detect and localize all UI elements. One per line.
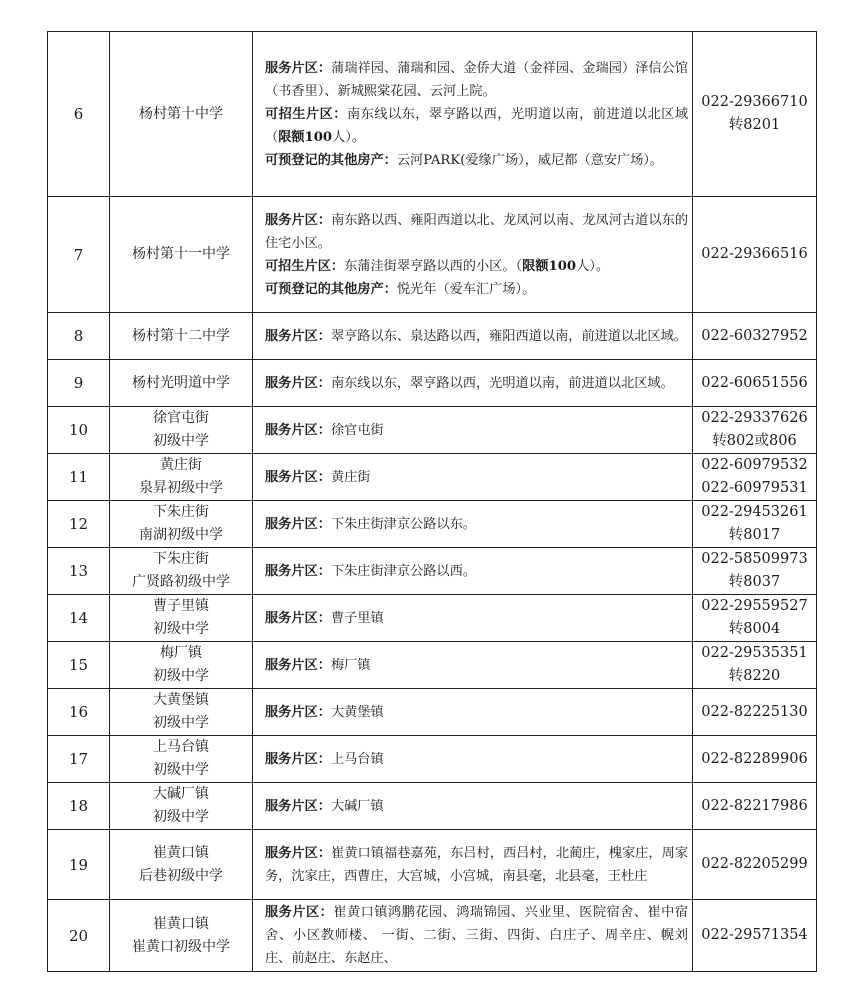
description-text: 南东线以东，翠亨路以西，光明道以南，前进道以北区域。: [330, 375, 674, 391]
description-paragraph: [265, 560, 688, 583]
description-label: 服务片区：: [265, 610, 331, 626]
phone-line: 022-29535351: [701, 645, 808, 661]
row-number: 17: [48, 736, 110, 783]
description-paragraph: [265, 901, 688, 970]
description-text: 下朱庄街津京公路以东。: [330, 516, 476, 532]
phone-line: 转8017: [728, 527, 781, 543]
description-text-suffix: 人）。: [332, 129, 366, 145]
school-name: [110, 830, 253, 900]
school-name: [110, 360, 253, 407]
phone-line: 转802或806: [712, 433, 797, 449]
phone-line: 转8004: [728, 621, 781, 637]
table-row: [48, 736, 817, 783]
school-name-line: 崔黄口镇: [153, 915, 209, 932]
school-name-line: 曹子里镇: [153, 598, 209, 614]
contact-phone: [693, 900, 817, 972]
description-label: 服务片区：: [265, 60, 332, 76]
district-description: [253, 900, 693, 972]
table-row: [48, 407, 817, 454]
row-number: 9: [48, 360, 110, 407]
district-description: [253, 454, 693, 501]
school-name-line: 初级中学: [153, 433, 209, 449]
district-description: [253, 783, 693, 830]
contact-phone: [693, 313, 817, 360]
description-label: 服务片区：: [265, 516, 331, 532]
description-text: 翠亨路以东、泉达路以西，雍阳西道以南，前进道以北区域。: [330, 328, 687, 344]
row-number: 19: [48, 830, 110, 900]
phone-line: 022-29571354: [701, 927, 808, 943]
description-text: 南东线以东，翠亨路以西，光明道以南，前进道以北区域（: [265, 106, 689, 145]
table-row: [48, 783, 817, 830]
school-name: [110, 595, 253, 642]
description-text: 东蒲洼街翠亨路以西的小区。（: [344, 258, 523, 274]
school-name-line: 黄庄街: [160, 457, 202, 473]
district-description: [253, 595, 693, 642]
description-paragraph: [265, 325, 688, 348]
row-number: 20: [48, 900, 110, 972]
school-name-line: 广贤路初级中学: [132, 574, 230, 590]
description-text: 曹子里镇: [330, 610, 384, 626]
table-row: [48, 454, 817, 501]
description-label: 服务片区：: [265, 212, 332, 228]
row-number: 18: [48, 783, 110, 830]
description-text: 蒲瑞祥园、蒲瑞和园、金侨大道（金祥园、金瑞园）泽信公馆（书香里）、新城熙棠花园、云河上院。: [265, 60, 689, 99]
description-label: 服务片区：: [265, 563, 331, 579]
description-label: 服务片区：: [265, 751, 331, 767]
phone-line: 022-29366710: [701, 94, 808, 110]
contact-phone: [693, 501, 817, 548]
phone-line: 022-29366516: [701, 246, 808, 262]
school-name: [110, 501, 253, 548]
phone-line: 022-82225130: [701, 703, 808, 720]
school-name-line: 杨村第十中学: [139, 105, 223, 122]
row-number: 16: [48, 689, 110, 736]
district-description: [253, 642, 693, 689]
phone-line: 022-60327952: [701, 327, 808, 344]
contact-phone: [693, 595, 817, 642]
school-name: [110, 548, 253, 595]
description-label: 服务片区：: [265, 657, 331, 673]
description-text: 上马台镇: [330, 751, 384, 767]
district-description: [253, 501, 693, 548]
district-description: [253, 548, 693, 595]
school-name-line: 大黄堡镇: [153, 692, 209, 708]
row-number: 11: [48, 454, 110, 501]
school-name-line: 后巷初级中学: [139, 867, 223, 884]
school-name-line: 大碱厂镇: [153, 786, 209, 802]
school-name: [110, 900, 253, 972]
description-paragraph: [265, 57, 688, 103]
description-text: 南东路以西、雍阳西道以北、龙凤河以南、龙凤河古道以东的住宅小区。: [265, 212, 689, 251]
phone-line: 022-82205299: [701, 856, 808, 872]
district-description: [253, 407, 693, 454]
district-description: [253, 830, 693, 900]
school-name: [110, 32, 253, 197]
description-paragraph: [265, 748, 688, 771]
school-name-line: 初级中学: [153, 621, 209, 637]
table-row: [48, 642, 817, 689]
description-paragraph: [265, 419, 688, 442]
phone-line: 022-29453261: [701, 504, 808, 520]
description-paragraph: [265, 513, 688, 536]
contact-phone: [693, 197, 817, 313]
description-label: 可招生片区：: [265, 106, 347, 122]
school-name: [110, 689, 253, 736]
school-name-line: 崔黄口镇: [153, 844, 209, 861]
description-text: 梅厂镇: [330, 657, 371, 673]
school-name-line: 初级中学: [153, 809, 209, 825]
phone-line: 022-82217986: [701, 797, 808, 814]
contact-phone: [693, 407, 817, 454]
school-name-line: 初级中学: [153, 668, 209, 684]
school-name-line: 初级中学: [153, 715, 209, 731]
description-label: 可预登记的其他房产：: [265, 152, 397, 168]
row-number: 10: [48, 407, 110, 454]
table-row: [48, 689, 817, 736]
description-paragraph: [265, 795, 688, 818]
school-name-line: 上马台镇: [153, 739, 209, 755]
description-label: 服务片区：: [265, 328, 331, 344]
description-paragraph: [265, 842, 688, 888]
description-paragraph: [265, 654, 688, 677]
school-name: [110, 736, 253, 783]
description-paragraph: [265, 255, 688, 278]
contact-phone: [693, 548, 817, 595]
school-name: [110, 313, 253, 360]
contact-phone: [693, 454, 817, 501]
table-row: [48, 197, 817, 313]
description-label: 服务片区：: [265, 905, 334, 920]
table-row: [48, 32, 817, 197]
school-name-line: 杨村第十一中学: [132, 246, 230, 262]
description-text: 徐官屯街: [330, 422, 384, 438]
description-text-suffix: 人）。: [576, 258, 610, 274]
contact-phone: [693, 830, 817, 900]
school-name-line: 南湖初级中学: [139, 527, 223, 543]
district-description: [253, 197, 693, 313]
school-name: [110, 197, 253, 313]
description-text: 悦光年（爱车汇广场）。: [396, 281, 536, 297]
phone-line: 转8220: [728, 668, 781, 684]
school-district-table: [47, 31, 817, 972]
description-paragraph: [265, 278, 688, 301]
school-name-line: 崔黄口初级中学: [132, 938, 230, 955]
description-paragraph: [265, 372, 688, 395]
description-label: 服务片区：: [265, 375, 331, 391]
table-body: [48, 32, 817, 972]
district-description: [253, 360, 693, 407]
school-name: [110, 407, 253, 454]
contact-phone: [693, 783, 817, 830]
description-paragraph: [265, 701, 688, 724]
row-number: 12: [48, 501, 110, 548]
description-text: 大黄堡镇: [330, 704, 384, 720]
phone-line: 022-60651556: [701, 374, 808, 391]
phone-line: 022-29337626: [701, 410, 808, 426]
school-name-line: 徐官屯街: [153, 410, 209, 426]
phone-line: 转8037: [728, 574, 781, 590]
district-description: [253, 689, 693, 736]
description-paragraph: [265, 103, 688, 149]
row-number: 8: [48, 313, 110, 360]
row-number: 13: [48, 548, 110, 595]
school-name-line: 梅厂镇: [160, 645, 202, 661]
school-name: [110, 783, 253, 830]
school-name: [110, 454, 253, 501]
description-label: 可预登记的其他房产：: [265, 281, 397, 297]
phone-line: 022-58509973: [701, 551, 808, 567]
description-text: 下朱庄街津京公路以西。: [330, 563, 476, 579]
row-number: 6: [48, 32, 110, 197]
district-description: [253, 32, 693, 197]
phone-line: 022-29559527: [701, 598, 808, 614]
quota-limit: 限额100: [522, 258, 577, 274]
description-paragraph: [265, 466, 688, 489]
school-name-line: 杨村光明道中学: [132, 374, 230, 391]
description-label: 服务片区：: [265, 845, 332, 861]
school-name: [110, 642, 253, 689]
contact-phone: [693, 736, 817, 783]
table-row: [48, 830, 817, 900]
contact-phone: [693, 689, 817, 736]
contact-phone: [693, 360, 817, 407]
phone-line: 转8201: [728, 117, 781, 133]
description-label: 服务片区：: [265, 704, 331, 720]
description-text: 大碱厂镇: [330, 798, 384, 814]
district-description: [253, 736, 693, 783]
table-row: [48, 900, 817, 972]
district-description: [253, 313, 693, 360]
description-text: 黄庄街: [330, 469, 371, 485]
school-name-line: 下朱庄街: [153, 551, 209, 567]
table-row: [48, 548, 817, 595]
phone-line: 022-60979531: [701, 480, 808, 496]
description-text: 崔黄口镇福巷嘉苑，东吕村，西吕村，北蔺庄，槐家庄，周家务，沈家庄，西曹庄，大宫城，小宫城，南县毫，北县毫，王杜庄: [265, 845, 689, 884]
table-row: [48, 360, 817, 407]
row-number: 15: [48, 642, 110, 689]
contact-phone: [693, 32, 817, 197]
description-text: 云河PARK(爱缘广场），威尼都（意安广场）。: [396, 152, 664, 168]
school-name-line: 泉昇初级中学: [139, 480, 223, 496]
row-number: 14: [48, 595, 110, 642]
description-label: 服务片区：: [265, 422, 331, 438]
description-text: 崔黄口镇鸿鹏花园、鸿瑞锦园、兴业里、医院宿舍、崔中宿舍、小区教师楼、 一街、二街、三街、四街、白庄子、周辛庄、幌刘庄、前赵庄、东赵庄、: [265, 905, 689, 966]
description-label: 可招生片区：: [265, 258, 345, 274]
description-label: 服务片区：: [265, 469, 331, 485]
table-row: [48, 595, 817, 642]
phone-line: 022-60979532: [701, 457, 808, 473]
school-name-line: 杨村第十二中学: [132, 327, 230, 344]
table-row: [48, 501, 817, 548]
table-row: [48, 313, 817, 360]
description-paragraph: [265, 209, 688, 255]
school-name-line: 下朱庄街: [153, 504, 209, 520]
description-paragraph: [265, 149, 688, 172]
school-name-line: 初级中学: [153, 762, 209, 778]
contact-phone: [693, 642, 817, 689]
quota-limit: 限额100: [278, 129, 333, 145]
description-label: 服务片区：: [265, 798, 331, 814]
description-paragraph: [265, 607, 688, 630]
row-number: 7: [48, 197, 110, 313]
phone-line: 022-82289906: [701, 750, 808, 767]
